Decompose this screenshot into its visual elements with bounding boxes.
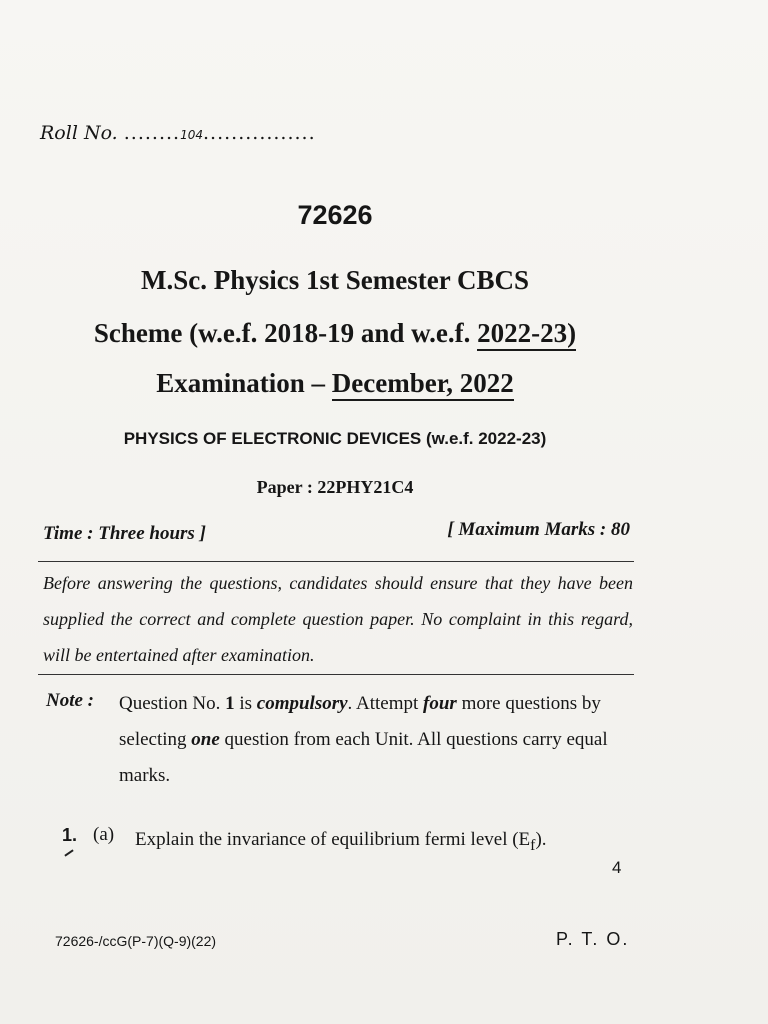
title-line-3-underlined: December, 2022 (332, 368, 514, 401)
title-line-2-underlined: 2022-23) (477, 318, 576, 351)
roll-value: 104 (180, 128, 203, 142)
question-number: 1. (62, 825, 78, 845)
title-line-3 (0, 368, 670, 399)
candidate-instructions: Before answering the questions, candidates should ensure that they have been supplied the correct and complete question paper. No complaint in this regard, will be entertained after examination. (43, 573, 633, 665)
footer-code: 72626-/ccG(P-7)(Q-9)(22) (55, 933, 217, 949)
roll-dots-after: ................ (203, 122, 316, 144)
paper-code: 72626 (297, 200, 373, 230)
roll-dots-before: ........ (123, 122, 181, 144)
note-four: four (423, 693, 457, 714)
please-turn-over: P. T. O. (556, 929, 630, 949)
note-question-number: 1 (225, 693, 235, 714)
question-marks: 4 (612, 858, 622, 877)
title-line-2-text: Scheme (w.e.f. 2018-19 and w.e.f. (93, 318, 471, 348)
question-text-main: Explain the invariance of equilibrium fermi level (E (135, 829, 531, 850)
title-line-1: M.Sc. Physics 1st Semester CBCS (141, 265, 529, 295)
divider-top (38, 561, 634, 562)
note-part-5: question from each Unit. All questions carry equal marks. (119, 729, 608, 786)
note-text (119, 686, 631, 794)
subject-title: PHYSICS OF ELECTRONIC DEVICES (w.e.f. 2022-23) (123, 429, 547, 448)
question-text-end: ). (535, 829, 547, 850)
roll-label: Roll No. (40, 122, 118, 144)
question-text-subscript: f (530, 836, 536, 854)
question-text (135, 822, 631, 864)
title-line-3-text: Examination – (156, 368, 326, 398)
note-part-1: Question No. (119, 693, 221, 714)
roll-number (40, 122, 316, 144)
note-compulsory: compulsory (256, 693, 348, 714)
time-allowed: Time : Three hours ] (43, 523, 206, 544)
title-line-2 (0, 318, 670, 349)
note-part-3: . Attempt (347, 693, 419, 714)
note-part-4: more questions by selecting (119, 693, 601, 750)
pen-tick-mark (64, 849, 73, 856)
question-part-label: (a) (93, 824, 115, 845)
maximum-marks: [ Maximum Marks : 80 (447, 519, 630, 540)
note-one: one (191, 729, 220, 750)
note-part-2: is (239, 693, 253, 714)
paper-number: Paper : 22PHY21C4 (256, 477, 414, 497)
divider-bottom (38, 674, 634, 675)
note-label: Note : (46, 690, 95, 711)
